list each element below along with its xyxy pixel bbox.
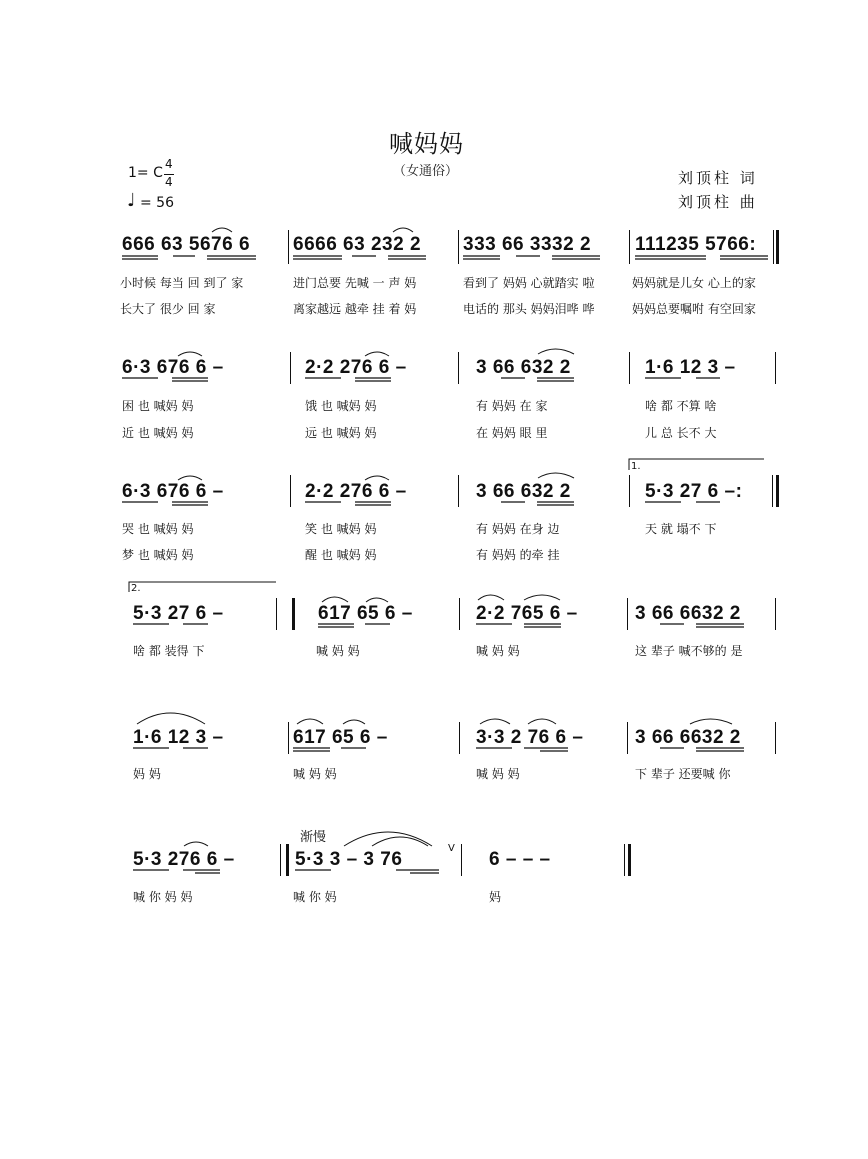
lyricist-credit: 刘顶柱 词 bbox=[678, 169, 758, 187]
slur bbox=[137, 713, 205, 724]
lyrics1-s4-m2: 喊 妈 妈 bbox=[316, 644, 360, 658]
song-style: （女通俗） bbox=[393, 164, 459, 179]
notes-s1-m1: 666 63 5676 6 bbox=[122, 234, 251, 255]
notes-s2-m2: 2·2 276 6 – bbox=[305, 357, 407, 378]
lyrics1-s6-m3: 妈 bbox=[489, 890, 502, 904]
slur bbox=[212, 228, 232, 232]
lyrics1-s1-m3: 看到了 妈妈 心就踏实 啦 bbox=[463, 276, 595, 290]
lyrics1-s5-m1: 妈 妈 bbox=[133, 767, 161, 781]
lyrics1-s4-m4: 这 辈子 喊不够的 是 bbox=[635, 644, 743, 658]
notes-s6-m3: 6 – – – bbox=[489, 849, 551, 870]
lyrics1-s1-m2: 进门总要 先喊 一 声 妈 bbox=[293, 276, 417, 290]
breath-mark: V bbox=[448, 843, 455, 854]
lyrics1-s3-m2: 笑 也 喊妈 妈 bbox=[305, 522, 377, 536]
notes-s1-m2: 6666 63 232 2 bbox=[293, 234, 422, 255]
notes-s6-m1: 5·3 276 6 – bbox=[133, 849, 235, 870]
notes-s1-m3: 333 66 3332 2 bbox=[463, 234, 592, 255]
lyrics2-s3-m1: 梦 也 喊妈 妈 bbox=[122, 548, 194, 562]
lyrics2-s3-m3: 有 妈妈 的牵 挂 bbox=[476, 548, 560, 562]
notes-s2-m1: 6·3 676 6 – bbox=[122, 357, 224, 378]
slur bbox=[478, 595, 504, 600]
lyrics2-s1-m1: 长大了 很少 回 家 bbox=[120, 302, 216, 316]
notes-s5-m3: 3·3 2 76 6 – bbox=[476, 727, 584, 748]
lyrics2-s2-m1: 近 也 喊妈 妈 bbox=[122, 426, 194, 440]
lyrics1-s5-m2: 喊 妈 妈 bbox=[293, 767, 337, 781]
lyrics2-s1-m4: 妈妈总要嘱咐 有空回家 bbox=[632, 302, 756, 316]
lyrics1-s2-m4: 啥 都 不算 啥 bbox=[645, 399, 717, 413]
lyrics1-s1-m4: 妈妈就是儿女 心上的家 bbox=[632, 276, 756, 290]
lyrics2-s3-m2: 醒 也 喊妈 妈 bbox=[305, 548, 377, 562]
notes-s5-m4: 3 66 6632 2 bbox=[635, 727, 741, 748]
volta-second-label: 2. bbox=[131, 583, 141, 594]
slur bbox=[372, 837, 428, 846]
notes-s4-m3: 2·2 765 6 – bbox=[476, 603, 578, 624]
slur bbox=[480, 719, 510, 724]
lyrics1-s5-m3: 喊 妈 妈 bbox=[476, 767, 520, 781]
lyrics1-s6-m2: 喊 你 妈 bbox=[293, 890, 337, 904]
slur bbox=[365, 352, 389, 356]
tempo-note-icon: ♩ bbox=[127, 190, 136, 211]
notes-s4-m2: 617 65 6 – bbox=[318, 603, 413, 624]
notes-s3-m1: 6·3 676 6 – bbox=[122, 481, 224, 502]
notes-s2-m4: 1·6 12 3 – bbox=[645, 357, 736, 378]
lyrics1-s1-m1: 小时候 每当 回 到了 家 bbox=[120, 276, 244, 290]
slur bbox=[365, 476, 389, 480]
key-signature: 1= C bbox=[128, 165, 163, 181]
slur bbox=[524, 595, 560, 600]
slur bbox=[366, 598, 388, 602]
lyrics2-s1-m3: 电话的 那头 妈妈泪哗 哗 bbox=[463, 302, 595, 316]
lyrics2-s2-m2: 远 也 喊妈 妈 bbox=[305, 426, 377, 440]
song-title: 喊妈妈 bbox=[389, 130, 464, 158]
lyrics1-s2-m2: 饿 也 喊妈 妈 bbox=[305, 399, 377, 413]
lyrics1-s6-m1: 喊 你 妈 妈 bbox=[133, 890, 193, 904]
slur bbox=[343, 720, 365, 724]
notes-s3-m4: 5·3 27 6 –: bbox=[645, 481, 743, 502]
lyrics1-s5-m4: 下 辈子 还要喊 你 bbox=[635, 767, 731, 781]
slur bbox=[178, 476, 202, 480]
notes-s1-m4: 111235 5766: bbox=[635, 234, 757, 255]
slur bbox=[528, 719, 556, 724]
slur bbox=[538, 473, 574, 478]
notes-s4-m1: 5·3 27 6 – bbox=[133, 603, 224, 624]
time-signature-top: 4 bbox=[165, 157, 173, 171]
lyrics1-s4-m1: 啥 都 装得 下 bbox=[133, 644, 205, 658]
lyrics1-s3-m3: 有 妈妈 在身 边 bbox=[476, 522, 560, 536]
composer-credit: 刘顶柱 曲 bbox=[678, 193, 758, 211]
volta-bracket-second bbox=[129, 582, 276, 592]
slur bbox=[297, 719, 323, 724]
notes-s6-m2: 5·3 3 – 3 76 bbox=[295, 849, 403, 870]
notes-s4-m4: 3 66 6632 2 bbox=[635, 603, 741, 624]
notes-s5-m1: 1·6 12 3 – bbox=[133, 727, 224, 748]
lyrics1-s4-m3: 喊 妈 妈 bbox=[476, 644, 520, 658]
slur bbox=[322, 597, 348, 602]
lyrics2-s2-m3: 在 妈妈 眼 里 bbox=[476, 426, 548, 440]
slur bbox=[184, 842, 208, 846]
lyrics1-s2-m1: 困 也 喊妈 妈 bbox=[122, 399, 194, 413]
slur bbox=[538, 349, 574, 354]
lyrics2-s1-m2: 离家越远 越牵 挂 着 妈 bbox=[293, 302, 417, 316]
volta-first-label: 1. bbox=[631, 461, 641, 472]
volta-bracket-first bbox=[629, 459, 764, 470]
tempo-change-marking: 渐慢 bbox=[300, 830, 327, 845]
notes-s5-m2: 617 65 6 – bbox=[293, 727, 388, 748]
notes-s3-m3: 3 66 632 2 bbox=[476, 481, 571, 502]
notes-s3-m2: 2·2 276 6 – bbox=[305, 481, 407, 502]
lyrics2-s2-m4: 儿 总 长不 大 bbox=[645, 426, 717, 440]
lyrics1-s3-m4: 天 就 塌不 下 bbox=[645, 522, 717, 536]
lyrics1-s2-m3: 有 妈妈 在 家 bbox=[476, 399, 548, 413]
slur bbox=[178, 352, 202, 356]
notes-s2-m3: 3 66 632 2 bbox=[476, 357, 571, 378]
slur bbox=[393, 228, 413, 232]
tempo-value: = 56 bbox=[140, 195, 174, 211]
time-signature-bottom: 4 bbox=[165, 175, 173, 189]
slur bbox=[690, 719, 732, 724]
lyrics1-s3-m1: 哭 也 喊妈 妈 bbox=[122, 522, 194, 536]
